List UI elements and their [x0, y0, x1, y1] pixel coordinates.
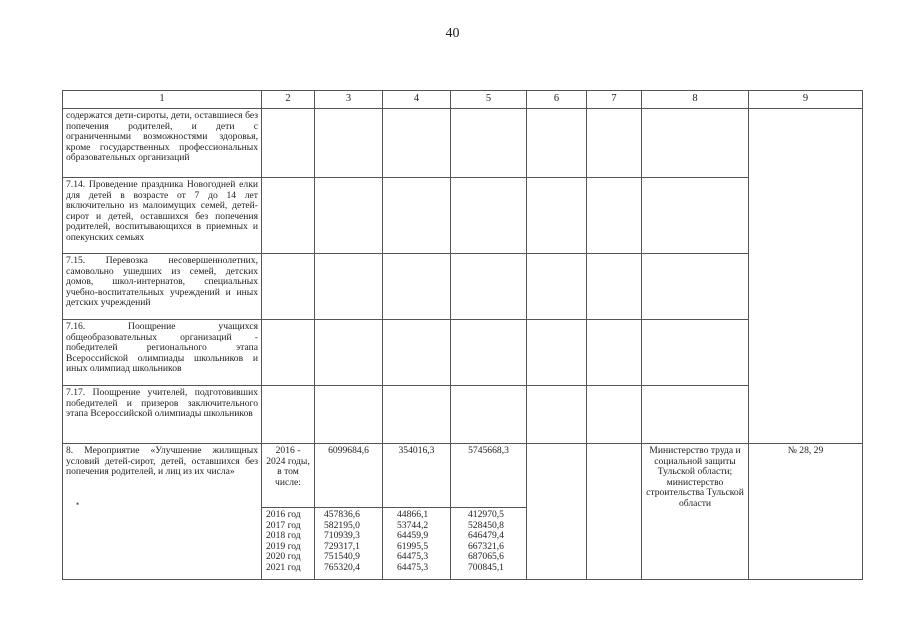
empty-cell	[262, 109, 315, 178]
empty-cell	[587, 386, 642, 444]
year-regional: 528450,8	[468, 519, 504, 531]
empty-cell	[587, 444, 642, 580]
table-row	[63, 109, 863, 178]
column-header: 9	[749, 91, 863, 109]
year-total: 765320,4	[324, 561, 360, 573]
empty-cell	[451, 320, 527, 386]
empty-cell	[527, 386, 587, 444]
empty-cell	[262, 178, 315, 254]
program-table	[62, 90, 863, 580]
row-description: 7.15. Перевозка несовершеннолетних, самовольно ушедших из семей, детских домов, школ-интернатов, специальных учебно-воспитательных учреждений и иных детских учреждений	[63, 254, 262, 320]
empty-cell	[315, 254, 383, 320]
column-header: 3	[315, 91, 383, 109]
year-total: 582195,0	[324, 519, 360, 531]
empty-cell	[383, 178, 451, 254]
empty-cell	[262, 386, 315, 444]
row-description: 7.14. Проведение праздника Новогодней елки для детей в возрасте от 7 до 14 лет включительно из малоимущих семей, детей-сирот и детей, оставшихся без попечения родителей, воспитывающихся в приемных и опекунских семьях	[63, 178, 262, 254]
empty-cell	[262, 254, 315, 320]
empty-cell	[451, 386, 527, 444]
empty-cell	[527, 444, 587, 580]
page-number: 40	[445, 26, 460, 41]
empty-cell	[642, 178, 749, 254]
row-description: 7.17. Поощрение учителей, подготовивших победителей и призеров заключительного этапа Всероссийской олимпиады школьников	[63, 386, 262, 444]
year-label: 2017 год	[266, 519, 301, 531]
empty-cell	[315, 386, 383, 444]
empty-cell	[587, 178, 642, 254]
year-regional: 646479,4	[468, 530, 504, 542]
empty-cell	[587, 109, 642, 178]
table-row	[63, 254, 863, 320]
measure-total: 6099684,6	[315, 444, 383, 508]
empty-cell	[315, 178, 383, 254]
year-federal: 64475,3	[397, 551, 429, 563]
year-federal: 44866,1	[397, 509, 429, 520]
row-description: 7.16. Поощрение учащихся общеобразовательных организаций - победителей регионального этапа Всероссийской олимпиады школьников и иных олимпиад школьников	[63, 320, 262, 386]
year-label: 2020 год	[266, 551, 301, 563]
empty-cell	[527, 109, 587, 178]
empty-cell	[642, 109, 749, 178]
column-header: 8	[642, 91, 749, 109]
empty-cell	[451, 178, 527, 254]
empty-cell	[383, 254, 451, 320]
year-total: 457836,6	[324, 509, 360, 520]
year-federal: 64459,9	[397, 530, 429, 542]
measure-federal: 354016,3	[383, 444, 451, 508]
measure-indicators: № 28, 29	[749, 444, 863, 580]
measure-period: 2016 - 2024 годы, в том числе:	[262, 444, 315, 508]
year-federal: 53744,2	[397, 519, 429, 531]
empty-cell	[587, 320, 642, 386]
measure-description: 8. Мероприятие «Улучшение жилищных условий детей-сирот, детей, оставшихся без попечения родителей, и лиц из их числа»	[63, 444, 262, 580]
column-header: 6	[527, 91, 587, 109]
year-label: 2019 год	[266, 540, 301, 552]
year-total: 751540,9	[324, 551, 360, 563]
empty-cell	[749, 109, 863, 444]
year-regional: 700845,1	[468, 561, 504, 573]
measure-regional: 5745668,3	[451, 444, 527, 508]
measure-executor: Министерство труда и социальной защиты Тульской области; министерство строительства Тульской области	[642, 444, 749, 580]
year-regional: 412970,5	[468, 509, 504, 520]
empty-cell	[383, 386, 451, 444]
year-federal: 61995,5	[397, 540, 429, 552]
column-header: 2	[262, 91, 315, 109]
year-label: 2018 год	[266, 530, 301, 542]
year-label: 2021 год	[266, 561, 301, 573]
margin-mark: •	[76, 499, 80, 509]
empty-cell	[642, 320, 749, 386]
empty-cell	[451, 109, 527, 178]
table-row	[63, 386, 863, 444]
measure-total-row	[63, 444, 863, 508]
empty-cell	[527, 320, 587, 386]
empty-cell	[642, 254, 749, 320]
table-row	[63, 178, 863, 254]
empty-cell	[383, 320, 451, 386]
year-total: 710939,3	[324, 530, 360, 542]
table-row	[63, 320, 863, 386]
row-description: содержатся дети-сироты, дети, оставшиеся без попечения родителей, и дети с ограниченными возможностями здоровья, кроме государственных профессиональных образовательных организаций	[63, 109, 262, 178]
empty-cell	[587, 254, 642, 320]
empty-cell	[642, 386, 749, 444]
column-header: 7	[587, 91, 642, 109]
year-regional: 687065,6	[468, 551, 504, 563]
empty-cell	[527, 254, 587, 320]
empty-cell	[315, 109, 383, 178]
column-header: 1	[63, 91, 262, 109]
empty-cell	[451, 254, 527, 320]
column-header: 5	[451, 91, 527, 109]
year-federal: 64475,3	[397, 561, 429, 573]
year-label: 2016 год	[266, 509, 301, 520]
empty-cell	[262, 320, 315, 386]
empty-cell	[527, 178, 587, 254]
year-regional: 667321,6	[468, 540, 504, 552]
column-header: 4	[383, 91, 451, 109]
empty-cell	[383, 109, 451, 178]
empty-cell	[315, 320, 383, 386]
column-number-row	[63, 91, 863, 109]
year-total: 729317,1	[324, 540, 360, 552]
